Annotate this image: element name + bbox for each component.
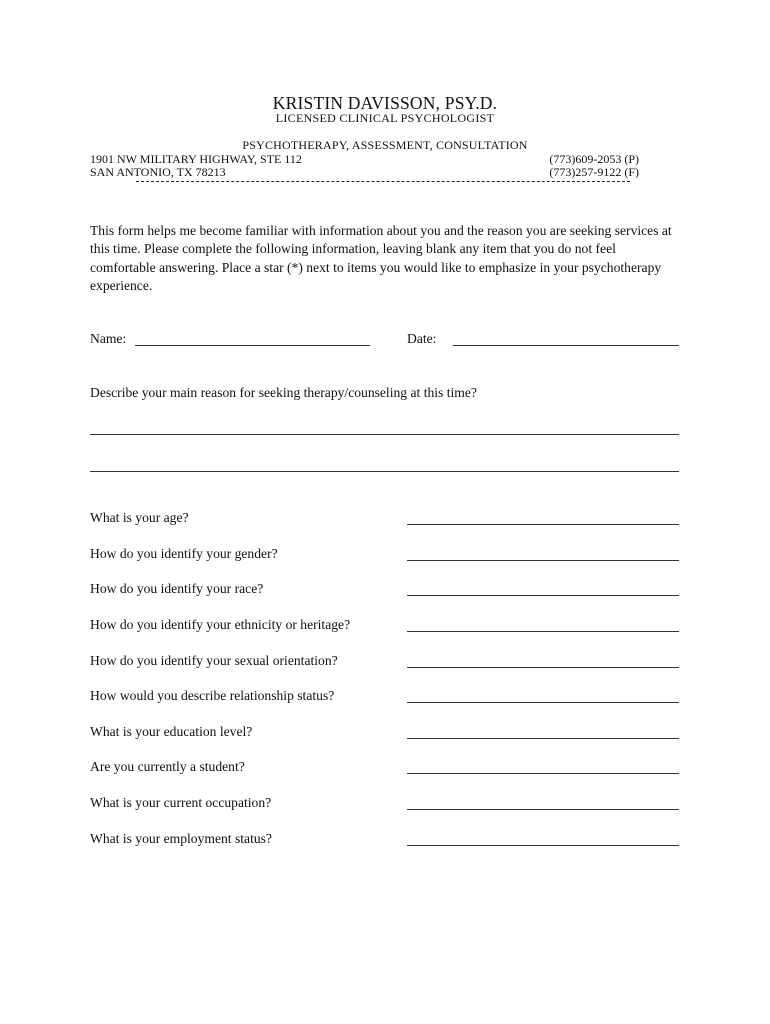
practitioner-credential: LICENSED CLINICAL PSYCHOLOGIST — [275, 111, 495, 125]
practitioner-name: KRISTIN DAVISSON, PSY.D. — [272, 93, 498, 113]
reason-question: Describe your main reason for seeking therapy/counseling at this time? — [90, 385, 477, 400]
answer-ethnicity[interactable] — [407, 631, 679, 632]
fax-number: (773)257-9122 (F) — [549, 165, 639, 179]
address-line-2: SAN ANTONIO, TX 78213 — [90, 165, 226, 179]
reason-answer-line-1[interactable] — [90, 434, 679, 435]
answer-age[interactable] — [407, 524, 679, 525]
name-field[interactable] — [135, 345, 370, 346]
question-student: Are you currently a student? — [90, 759, 245, 774]
phone-number: (773)609-2053 (P) — [549, 152, 639, 166]
intro-paragraph: This form helps me become familiar with information about you and the reason you are seeking services at this time. Please complete the following information, leaving blank any item that you do not feel comfortable answering. Place a star (*) next to items you would like to emphasize in your psychotherapy experience. — [90, 223, 672, 293]
answer-education[interactable] — [407, 738, 679, 739]
answer-occupation[interactable] — [407, 809, 679, 810]
answer-student[interactable] — [407, 773, 679, 774]
question-employment-status: What is your employment status? — [90, 831, 272, 846]
question-education: What is your education level? — [90, 724, 253, 739]
question-race: How do you identify your race? — [90, 581, 264, 596]
answer-gender[interactable] — [407, 560, 679, 561]
date-field[interactable] — [453, 345, 679, 346]
answer-sexual-orientation[interactable] — [407, 667, 679, 668]
question-ethnicity: How do you identify your ethnicity or heritage? — [90, 617, 351, 632]
question-relationship-status: How would you describe relationship status? — [90, 688, 335, 703]
answer-relationship-status[interactable] — [407, 702, 679, 703]
answer-race[interactable] — [407, 595, 679, 596]
date-label: Date: — [407, 331, 437, 346]
answer-employment-status[interactable] — [407, 845, 679, 846]
services-line: PSYCHOTHERAPY, ASSESSMENT, CONSULTATION — [242, 138, 528, 152]
question-age: What is your age? — [90, 510, 189, 525]
question-gender: How do you identify your gender? — [90, 546, 278, 561]
header-divider — [136, 181, 630, 184]
address-line-1: 1901 NW MILITARY HIGHWAY, STE 112 — [90, 152, 302, 166]
question-occupation: What is your current occupation? — [90, 795, 272, 810]
reason-answer-line-2[interactable] — [90, 471, 679, 472]
name-label: Name: — [90, 331, 127, 346]
question-sexual-orientation: How do you identify your sexual orientation? — [90, 653, 338, 668]
